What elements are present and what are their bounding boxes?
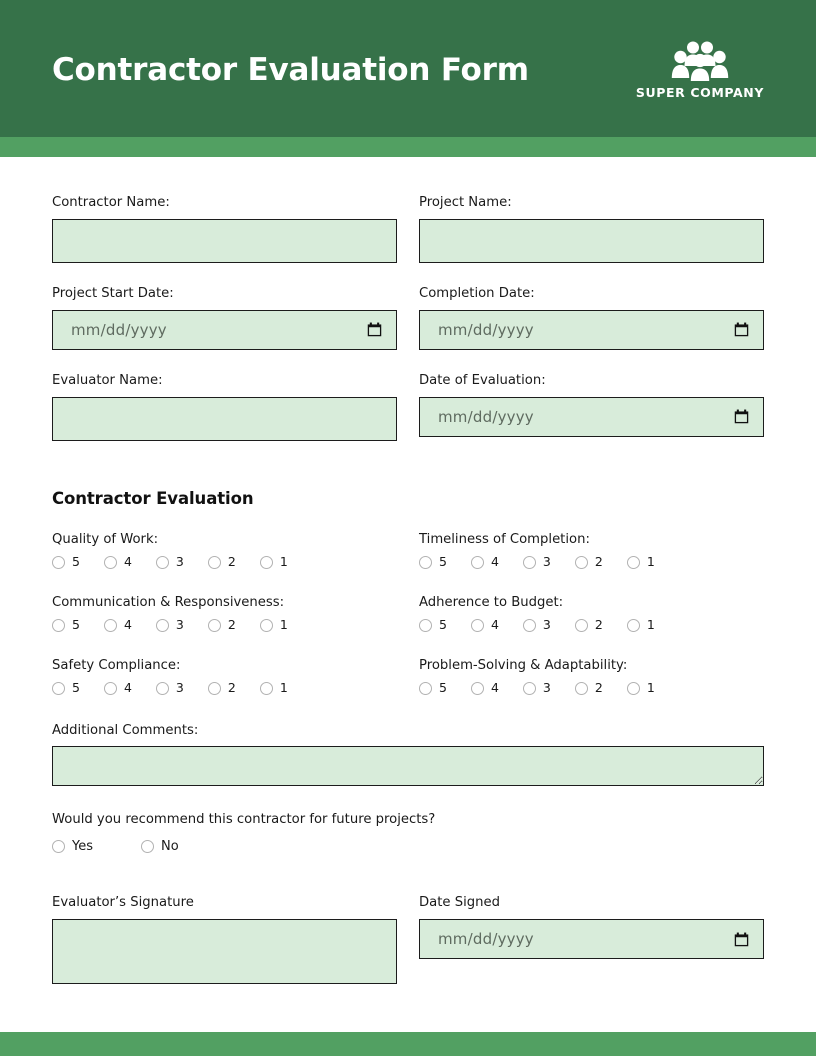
rating-timeliness-of-completion — [419, 532, 764, 569]
radio-label: 3 — [542, 553, 551, 569]
field-contractor-name — [52, 195, 397, 263]
radio-label: 5 — [72, 616, 80, 632]
signature-column-left — [52, 895, 397, 984]
field-completion-date — [419, 286, 764, 350]
radio-circle-icon[interactable] — [471, 619, 484, 632]
rating-label: Adherence to Budget: — [419, 594, 564, 610]
radio-circle-icon[interactable] — [575, 682, 588, 695]
field-project-start-date — [52, 286, 397, 350]
input-project-name[interactable] — [419, 219, 764, 263]
radio-option-3[interactable] — [156, 679, 184, 695]
radio-circle-icon[interactable] — [208, 556, 221, 569]
radio-label: 4 — [123, 616, 132, 632]
info-column-left — [52, 195, 397, 447]
company-name: SUPER COMPANY — [635, 85, 764, 100]
radio-circle-icon[interactable] — [627, 682, 640, 695]
calendar-icon[interactable] — [734, 409, 749, 424]
rating-quality-of-work — [52, 532, 397, 569]
page-footer-bar — [0, 1032, 816, 1056]
radio-option-yes[interactable] — [52, 840, 93, 853]
radio-option-5[interactable] — [52, 553, 80, 569]
radio-option-3[interactable] — [156, 553, 184, 569]
signature-column-right — [419, 895, 764, 984]
radio-circle-icon[interactable] — [104, 682, 117, 695]
radio-option-4[interactable] — [471, 616, 499, 632]
radio-option-3[interactable] — [156, 616, 184, 632]
radio-label: 2 — [594, 679, 603, 695]
radio-option-1[interactable] — [260, 616, 288, 632]
label-project-name: Project Name: — [419, 195, 512, 210]
radio-option-5[interactable] — [52, 616, 80, 632]
input-additional-comments[interactable] — [52, 746, 764, 786]
signature-section — [52, 895, 764, 984]
radio-circle-icon[interactable] — [523, 682, 536, 695]
input-evaluator-signature[interactable] — [52, 919, 397, 984]
label-completion-date: Completion Date: — [419, 285, 535, 301]
field-evaluator-name — [52, 373, 397, 441]
radio-circle-icon[interactable] — [156, 682, 169, 695]
radio-option-4[interactable] — [471, 679, 499, 695]
radio-label: 1 — [646, 553, 655, 569]
label-project-start-date: Project Start Date: — [52, 285, 174, 301]
radio-label: 5 — [439, 553, 447, 569]
label-contractor-name: Contractor Name: — [52, 195, 170, 210]
radio-circle-icon[interactable] — [104, 619, 117, 632]
contractor-info-section — [52, 195, 764, 447]
radio-option-4[interactable] — [104, 616, 132, 632]
radio-circle-icon[interactable] — [156, 619, 169, 632]
radio-circle-icon[interactable] — [52, 619, 65, 632]
radio-circle-icon[interactable] — [260, 556, 273, 569]
date-placeholder-text: mm/dd/yyyy — [438, 320, 534, 339]
radio-option-2[interactable] — [208, 553, 236, 569]
rating-label: Communication & Responsiveness: — [52, 594, 285, 610]
radio-option-4[interactable] — [104, 553, 132, 569]
radio-label: 3 — [175, 553, 184, 569]
radio-circle-icon[interactable] — [419, 682, 432, 695]
radio-label: 5 — [72, 679, 80, 695]
radio-label: 2 — [227, 616, 236, 632]
evaluation-ratings-section — [52, 532, 764, 695]
radio-option-4[interactable] — [104, 679, 132, 695]
input-date-of-evaluation[interactable] — [419, 397, 764, 437]
radio-label: 4 — [490, 553, 499, 569]
radio-option-2[interactable] — [575, 553, 603, 569]
calendar-icon[interactable] — [734, 932, 749, 947]
radio-option-3[interactable] — [523, 679, 551, 695]
radio-circle-icon[interactable] — [104, 556, 117, 569]
radio-label: Yes — [72, 839, 93, 855]
rating-scale-group — [419, 553, 764, 569]
form-content — [0, 157, 816, 984]
radio-option-5[interactable] — [419, 553, 447, 569]
radio-label: 1 — [646, 616, 655, 632]
radio-option-4[interactable] — [471, 553, 499, 569]
radio-circle-icon[interactable] — [141, 840, 154, 853]
radio-circle-icon[interactable] — [575, 556, 588, 569]
radio-circle-icon[interactable] — [52, 556, 65, 569]
radio-label: 1 — [646, 679, 655, 695]
radio-label: 3 — [542, 679, 551, 695]
radio-option-2[interactable] — [575, 679, 603, 695]
radio-circle-icon[interactable] — [627, 556, 640, 569]
radio-circle-icon[interactable] — [208, 619, 221, 632]
rating-adherence-to-budget — [419, 595, 764, 632]
ratings-column-left — [52, 532, 397, 695]
label-date-of-evaluation: Date of Evaluation: — [419, 372, 546, 388]
radio-circle-icon[interactable] — [208, 682, 221, 695]
radio-label: 3 — [175, 616, 184, 632]
radio-label: 3 — [175, 679, 184, 695]
radio-label: 5 — [439, 616, 447, 632]
rating-label: Problem-Solving & Adaptability: — [419, 657, 628, 673]
input-date-signed[interactable] — [419, 919, 764, 959]
radio-option-3[interactable] — [523, 616, 551, 632]
radio-option-3[interactable] — [523, 553, 551, 569]
label-evaluator-name: Evaluator Name: — [52, 372, 163, 388]
radio-label: 4 — [490, 616, 499, 632]
radio-label: 1 — [279, 616, 288, 632]
radio-label: 5 — [439, 679, 447, 695]
rating-problem-solving-adaptability — [419, 658, 764, 695]
rating-communication-responsiveness — [52, 595, 397, 632]
input-evaluator-name[interactable] — [52, 397, 397, 441]
field-project-name — [419, 195, 764, 263]
section-title-contractor-evaluation: Contractor Evaluation — [52, 488, 254, 508]
radio-label: 4 — [123, 679, 132, 695]
radio-circle-icon[interactable] — [523, 619, 536, 632]
radio-option-5[interactable] — [52, 679, 80, 695]
company-logo — [636, 39, 764, 100]
label-additional-comments: Additional Comments: — [52, 722, 199, 738]
rating-label: Safety Compliance: — [52, 657, 181, 673]
info-column-right — [419, 195, 764, 447]
rating-scale-group — [419, 679, 764, 695]
radio-option-2[interactable] — [208, 679, 236, 695]
label-recommendation-question: Would you recommend this contractor for future projects? — [52, 812, 436, 828]
radio-circle-icon[interactable] — [627, 619, 640, 632]
radio-label: 2 — [227, 553, 236, 569]
field-date-of-evaluation — [419, 373, 764, 437]
page-title: Contractor Evaluation Form — [52, 52, 529, 88]
radio-option-2[interactable] — [208, 616, 236, 632]
input-completion-date[interactable] — [419, 310, 764, 350]
radio-option-1[interactable] — [627, 679, 655, 695]
radio-label: No — [161, 839, 179, 855]
label-evaluator-signature: Evaluator’s Signature — [52, 895, 194, 911]
rating-scale-group — [419, 616, 764, 632]
radio-circle-icon[interactable] — [156, 556, 169, 569]
radio-label: 3 — [542, 616, 551, 632]
radio-circle-icon[interactable] — [260, 619, 273, 632]
radio-option-2[interactable] — [575, 616, 603, 632]
radio-option-5[interactable] — [419, 679, 447, 695]
radio-circle-icon[interactable] — [471, 556, 484, 569]
label-date-signed: Date Signed — [419, 895, 500, 911]
radio-label: 2 — [227, 679, 236, 695]
header-accent-bar — [0, 137, 816, 157]
calendar-icon[interactable] — [734, 322, 749, 337]
radio-label: 2 — [594, 553, 603, 569]
radio-option-1[interactable] — [627, 616, 655, 632]
radio-circle-icon[interactable] — [419, 556, 432, 569]
radio-label: 4 — [490, 679, 499, 695]
radio-circle-icon[interactable] — [575, 619, 588, 632]
radio-circle-icon[interactable] — [419, 619, 432, 632]
page-header — [0, 0, 816, 137]
radio-circle-icon[interactable] — [52, 682, 65, 695]
radio-circle-icon[interactable] — [523, 556, 536, 569]
date-placeholder-text: mm/dd/yyyy — [438, 407, 534, 426]
rating-scale-group — [52, 616, 397, 632]
radio-option-5[interactable] — [419, 616, 447, 632]
rating-label: Timeliness of Completion: — [419, 531, 590, 547]
rating-safety-compliance — [52, 658, 397, 695]
radio-option-1[interactable] — [260, 679, 288, 695]
field-additional-comments — [52, 723, 764, 787]
people-group-icon — [671, 39, 729, 81]
radio-option-1[interactable] — [627, 553, 655, 569]
rating-scale-group — [52, 553, 397, 569]
date-placeholder-text: mm/dd/yyyy — [438, 930, 534, 949]
radio-option-1[interactable] — [260, 553, 288, 569]
radio-label: 1 — [279, 553, 288, 569]
ratings-column-right — [419, 532, 764, 695]
radio-circle-icon[interactable] — [471, 682, 484, 695]
rating-scale-group — [52, 679, 397, 695]
radio-circle-icon[interactable] — [260, 682, 273, 695]
date-placeholder-text: mm/dd/yyyy — [71, 320, 167, 339]
recommendation-section — [52, 812, 764, 853]
rating-label: Quality of Work: — [52, 531, 159, 547]
radio-label: 4 — [123, 553, 132, 569]
input-project-start-date[interactable] — [52, 310, 397, 350]
radio-label: 2 — [594, 616, 603, 632]
radio-option-no[interactable] — [141, 840, 179, 853]
radio-label: 1 — [279, 679, 288, 695]
radio-circle-icon[interactable] — [52, 840, 65, 853]
radio-label: 5 — [72, 553, 80, 569]
input-contractor-name[interactable] — [52, 219, 397, 263]
recommendation-options-group — [52, 840, 764, 853]
calendar-icon[interactable] — [367, 322, 382, 337]
